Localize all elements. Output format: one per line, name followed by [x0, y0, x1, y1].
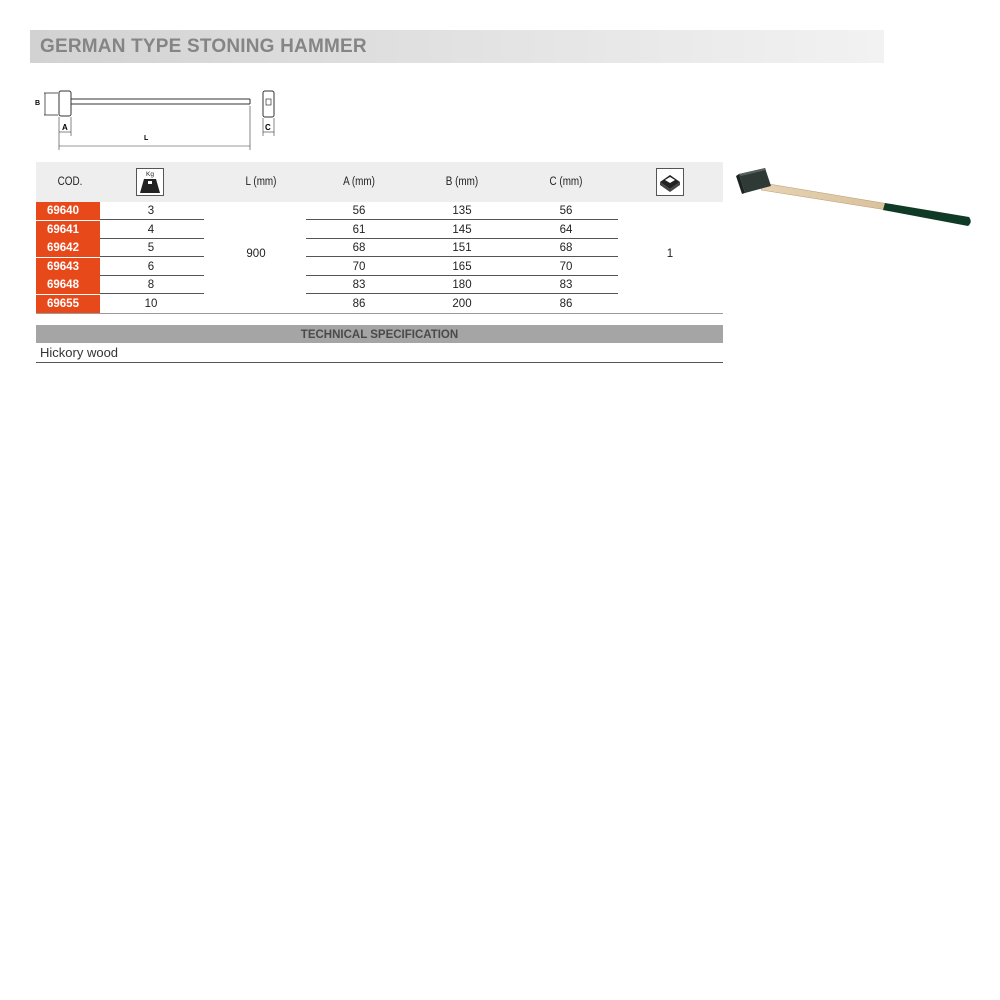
cell-a: 86	[352, 298, 366, 310]
cell-c: 83	[559, 279, 573, 292]
label-a: A	[62, 123, 68, 132]
header-l: L (mm)	[245, 176, 277, 188]
cell-kg: 6	[147, 260, 155, 273]
tech-spec-text: Hickory wood	[40, 345, 119, 360]
label-c: C	[265, 123, 271, 132]
cell-b: 145	[452, 223, 472, 236]
page-title: GERMAN TYPE STONING HAMMER	[40, 36, 367, 57]
cell-kg: 3	[147, 205, 155, 217]
weight-kg-icon	[136, 168, 164, 196]
package-box-icon	[656, 168, 684, 196]
cell-kg: 5	[147, 242, 155, 255]
tech-spec-band	[36, 325, 723, 343]
cell-c: 64	[559, 223, 573, 236]
header-b: B (mm)	[445, 176, 479, 188]
label-l: L	[144, 135, 149, 142]
product-code-text: 69640	[47, 205, 79, 217]
hammer-product-image	[735, 160, 975, 235]
product-code-text: 69643	[47, 260, 79, 273]
cell-b: 200	[452, 298, 472, 310]
hammer-head-outline	[59, 91, 71, 116]
table-row	[36, 258, 723, 277]
product-code	[36, 258, 100, 276]
cell-c: 56	[559, 205, 573, 217]
hammer-section-outline	[263, 91, 274, 117]
spec-table	[36, 162, 723, 314]
product-code	[36, 221, 100, 239]
product-code-text: 69642	[47, 242, 79, 255]
cell-a: 83	[352, 279, 366, 292]
header-a: A (mm)	[343, 176, 375, 188]
cell-a: 61	[352, 223, 366, 236]
tech-spec-title: TECHNICAL SPECIFICATION	[300, 329, 459, 341]
product-code	[36, 239, 100, 257]
cell-a: 56	[352, 205, 366, 217]
header-c: C (mm)	[549, 176, 583, 188]
cell-kg: 4	[147, 223, 155, 236]
cell-b: 165	[452, 260, 472, 273]
table-body	[36, 202, 723, 314]
product-code	[36, 295, 100, 313]
cell-c: 70	[559, 260, 573, 273]
table-row	[36, 295, 723, 314]
cell-kg: 8	[147, 279, 155, 292]
product-code-text: 69641	[47, 223, 79, 236]
pack-value: 1	[666, 248, 674, 260]
hammer-dimension-diagram	[30, 84, 290, 154]
svg-text:Kg: Kg	[146, 171, 154, 178]
table-row	[36, 221, 723, 240]
cell-c: 68	[559, 242, 573, 255]
product-code	[36, 202, 100, 220]
table-row	[36, 276, 723, 295]
product-code	[36, 276, 100, 294]
cell-a: 68	[352, 242, 366, 255]
table-header	[36, 162, 723, 202]
cell-kg: 10	[144, 298, 158, 310]
cell-c: 86	[559, 298, 573, 310]
table-row	[36, 239, 723, 258]
cell-b: 151	[452, 242, 472, 255]
cell-b: 180	[452, 279, 472, 292]
title-band	[30, 30, 884, 63]
tech-spec-line	[36, 362, 723, 363]
product-code-text: 69648	[47, 279, 79, 292]
cell-a: 70	[352, 260, 366, 273]
table-row	[36, 202, 723, 221]
product-code-text: 69655	[47, 298, 79, 310]
header-code: COD.	[57, 176, 83, 188]
l-value: 900	[246, 248, 266, 260]
label-b: B	[35, 100, 41, 107]
cell-b: 135	[452, 205, 472, 217]
